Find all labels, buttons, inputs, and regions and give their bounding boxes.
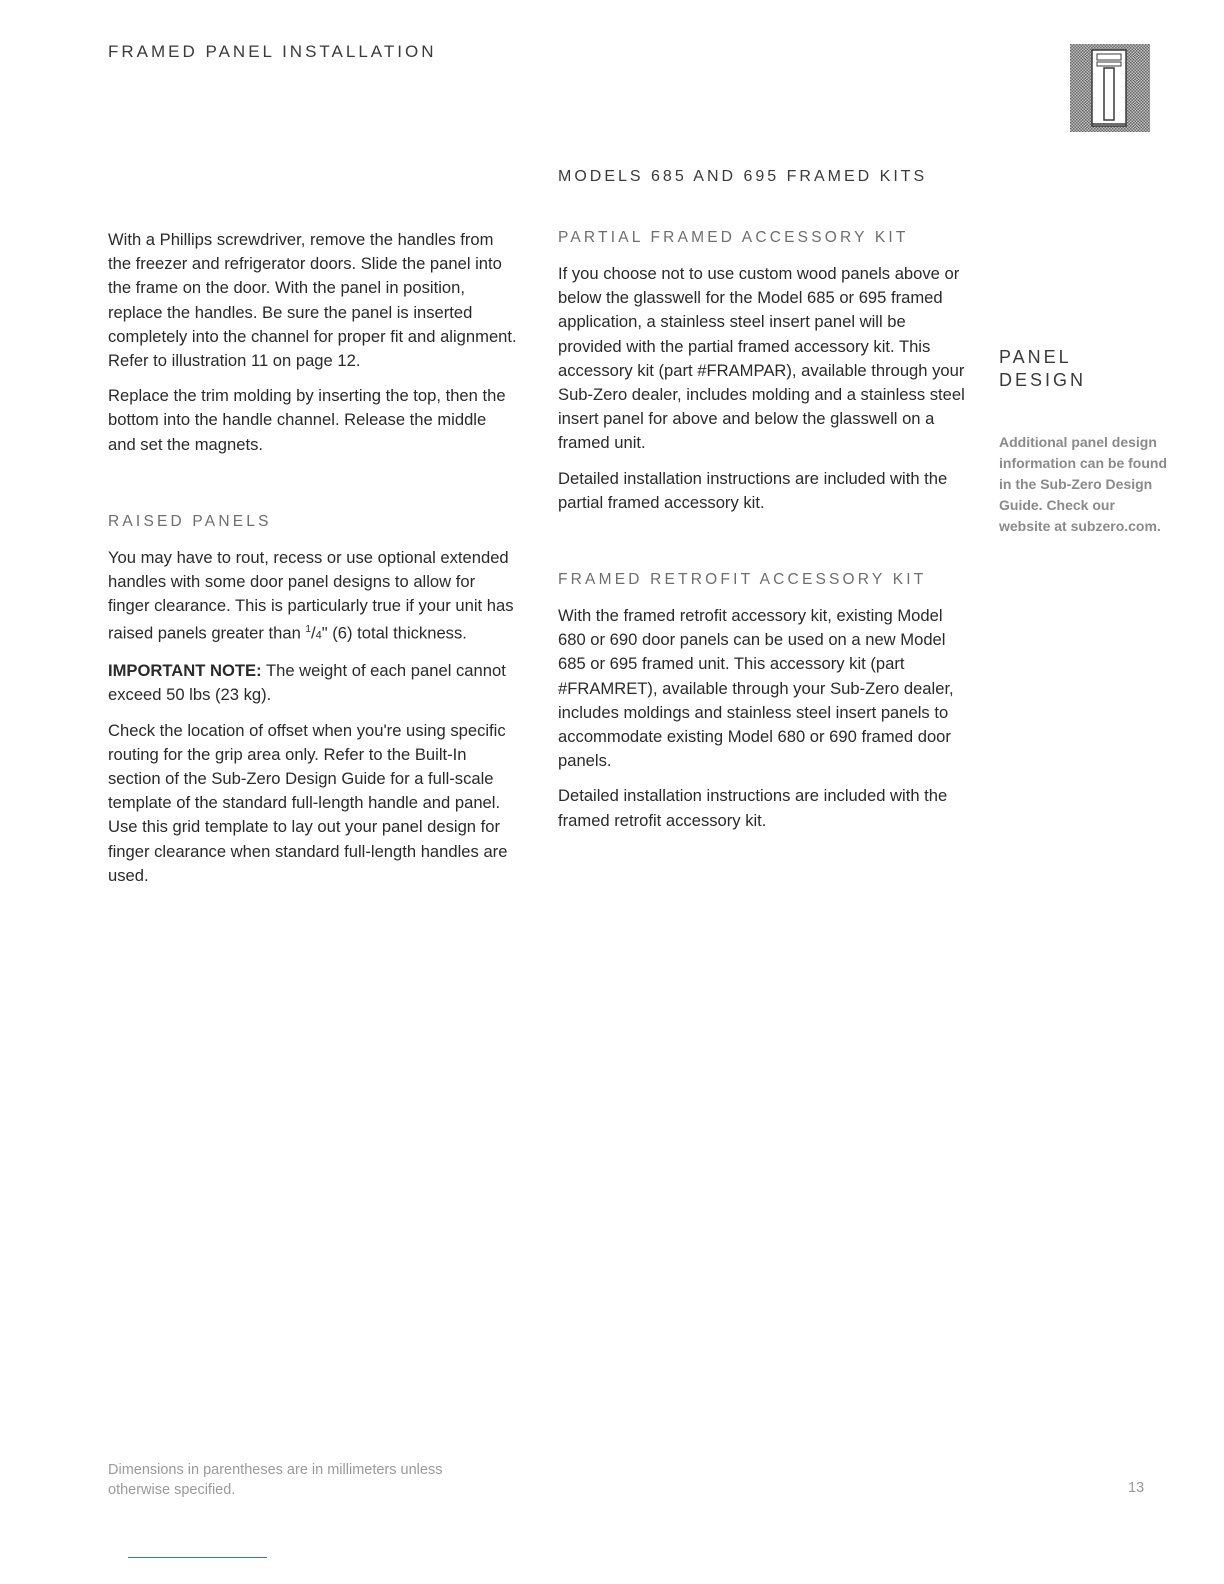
page-number: 13 <box>1128 1480 1145 1496</box>
important-note-text: The weight of each panel cannot exceed 50 lbs (23 kg). <box>108 661 506 705</box>
raised-text-before: You may have to rout, recess or use optional extended handles with some door panel designs to allow for finger clearance. This is particularly true if your unit has raised panels greater than <box>108 547 514 643</box>
raised-panels-heading: RAISED PANELS <box>108 512 272 530</box>
important-note <box>108 659 518 707</box>
partial-kit-paragraph-1: If you choose not to use custom wood panels above or below the glasswell for the Model 685 or 695 framed application, a stainless steel insert panel will be provided with the partial framed accessory kit. This accessory kit (part #FRAMPAR), available through your Sub-Zero dealer, includes molding and a stainless steel insert panel for above and below the glasswell on a framed unit. <box>558 264 965 453</box>
footer-rule <box>128 1557 267 1558</box>
refrigerator-column-icon <box>1070 44 1150 132</box>
raised-text-after: " (6) total thickness. <box>321 623 467 643</box>
footnote: Dimensions in parentheses are in millimeters unless otherwise specified. <box>108 1462 443 1498</box>
middle-column <box>558 228 968 844</box>
partial-kit-paragraph-2: Detailed installation instructions are included with the partial framed accessory kit. <box>558 468 948 512</box>
panel-design-note: Additional panel design information can be found in the Sub-Zero Design Guide. Check our website at subzero.com. <box>999 434 1167 534</box>
panel-design-heading-line1: PANEL <box>999 347 1072 367</box>
emblem-graphic <box>1070 44 1150 132</box>
intro-paragraph-2: Replace the trim molding by inserting the top, then the bottom into the handle channel. Release the middle and set the magnets. <box>108 386 506 454</box>
running-head-title: FRAMED PANEL INSTALLATION <box>108 42 437 61</box>
fraction-denominator: 4 <box>315 629 322 642</box>
fraction-numerator: 1 <box>305 624 311 636</box>
raised-panels-paragraph-1: You may have to rout, recess or use optional extended handles with some door panel designs to allow for finger clearance. This is particularly true if your unit has raised panels greater than $^1$/4" (6) total thickness. <box>108 547 514 643</box>
retrofit-kit-heading: FRAMED RETROFIT ACCESSORY KIT <box>558 571 927 589</box>
raised-panels-paragraph-3: Check the location of offset when you're using specific routing for the grip area only. Refer to the Built-In section of the Sub-Zero Design Guide for a full-scale template of the standard full-length handle and panel. Use this grid template to lay out your panel design for finger clearance when standard full-length handles are used. <box>108 720 508 885</box>
left-column <box>108 228 518 899</box>
retrofit-kit-paragraph-1: With the framed retrofit accessory kit, existing Model 680 or 690 door panels can be used on a new Model 685 or 695 framed unit. This accessory kit (part #FRAMRET), available through your Sub-Zero dealer, includes moldings and stainless steel insert panels to accommodate existing Model 680 or 690 framed door panels. <box>558 606 954 771</box>
panel-design-heading <box>999 346 1086 392</box>
spacer <box>558 526 968 570</box>
important-note-label: IMPORTANT NOTE: <box>108 661 262 681</box>
partial-kit-heading: PARTIAL FRAMED ACCESSORY KIT <box>558 229 909 246</box>
panel-design-heading-line2: DESIGN <box>999 370 1087 390</box>
intro-paragraph-1: With a Phillips screwdriver, remove the handles from the freezer and refrigerator doors. Slide the panel into the frame on the door. With the panel in position, replace the handles. Be sure the panel is inserted completely into the channel for proper fit and alignment. Refer to illustration 11 on page 12. <box>108 230 517 371</box>
retrofit-kit-paragraph-2: Detailed installation instructions are included with the framed retrofit accessory kit. <box>558 786 948 830</box>
section-title: MODELS 685 AND 695 FRAMED KITS <box>558 168 928 185</box>
spacer <box>108 468 518 512</box>
